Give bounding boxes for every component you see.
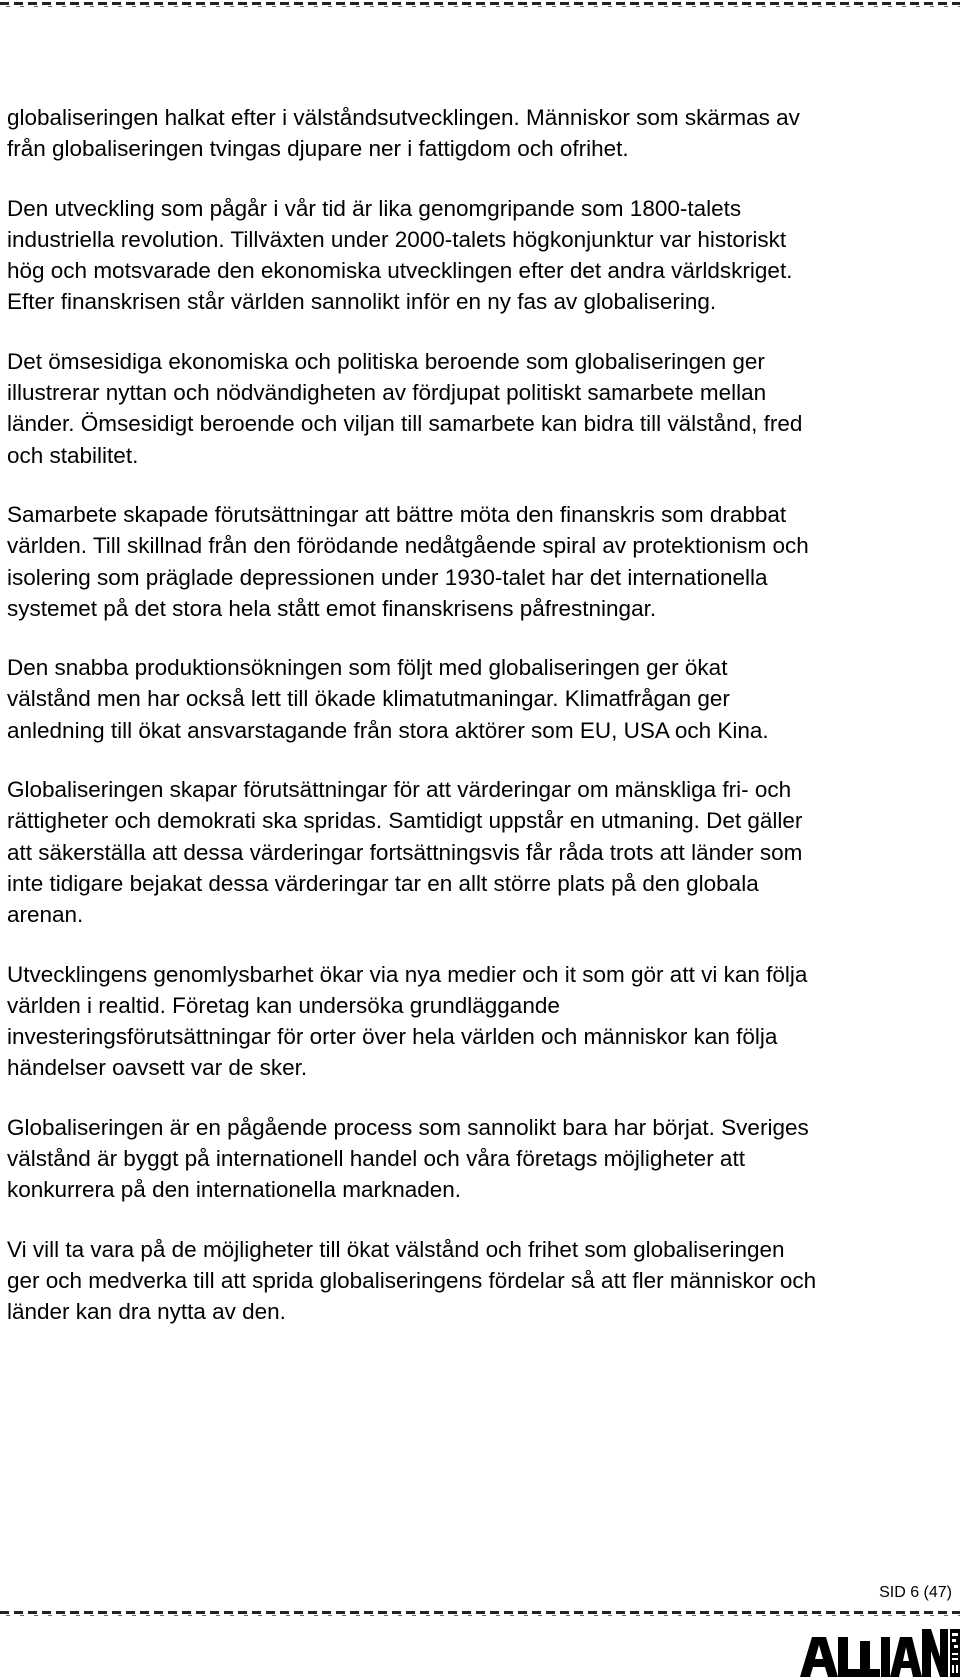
alliansen-logo xyxy=(800,1623,960,1677)
header-dashed-rule xyxy=(0,0,960,8)
document-body xyxy=(7,102,955,1356)
paragraph-5: Den snabba produktionsökningen som följt med globaliseringen ger ökat välstånd men har också lett till ökade klimatutmaningar. Klimatfrågan ger anledning till ökat ansvarstagande från stora aktörer som EU, USA och Kina. xyxy=(7,655,769,743)
paragraph-8: Globaliseringen är en pågående process som sannolikt bara har börjat. Sveriges välstånd är byggt på internationell handel och våra företags möjligheter att konkurrera på den internationella marknaden. xyxy=(7,1114,809,1203)
paragraph-4: Samarbete skapade förutsättningar att bättre möta den finanskris som drabbat världen. Till skillnad från den förödande nedåtgående spiral av protektionism och isolering som präglade depressionen under 1930-talet har det internationella systemet på det stora hela stått emot finanskrisens påfrestningar. xyxy=(7,501,809,621)
page-number: SID 6 (47) xyxy=(879,1584,952,1601)
alliansen-logo-icon xyxy=(800,1623,960,1677)
paragraph-1: globaliseringen halkat efter i välståndsutvecklingen. Människor som skärmas av från globaliseringen tvingas djupare ner i fattigdom och ofrihet. xyxy=(7,105,800,162)
paragraph-7: Utvecklingens genomlysbarhet ökar via nya medier och it som gör att vi kan följa världen i realtid. Företag kan undersöka grundläggande investeringsförutsättningar för orter över hela världen och människor kan följa händelser oavsett var de sker. xyxy=(7,961,808,1081)
paragraph-6: Globaliseringen skapar förutsättningar för att värderingar om mänskliga fri- och rättigheter och demokrati ska spridas. Samtidigt uppstår en utmaning. Det gäller att säkerställa att dessa värderingar fortsättningsvis får råda trots att länder som inte tidigare bejakat dessa värderingar tar en allt större plats på den globala arenan. xyxy=(7,777,803,928)
paragraph-2: Den utveckling som pågår i vår tid är lika genomgripande som 1800-talets industriella revolution. Tillväxten under 2000-talets högkonjunktur var historiskt hög och motsvarade den ekonomiska utvecklingen efter det andra världskriget. Efter finanskrisen står världen sannolikt inför en ny fas av globalisering. xyxy=(7,195,793,315)
footer-dashed-rule xyxy=(0,1609,960,1617)
paragraph-3: Det ömsesidiga ekonomiska och politiska beroende som globaliseringen ger illustrerar nyttan och nödvändigheten av fördjupat politiskt samarbete mellan länder. Ömsesidigt beroende och viljan till samarbete kan bidra till välstånd, fred och stabilitet. xyxy=(7,348,803,468)
paragraph-9: Vi vill ta vara på de möjligheter till ökat välstånd och frihet som globaliseringen ger och medverka till att sprida globaliseringens fördelar så att fler människor och länder kan dra nytta av den. xyxy=(7,1236,817,1325)
